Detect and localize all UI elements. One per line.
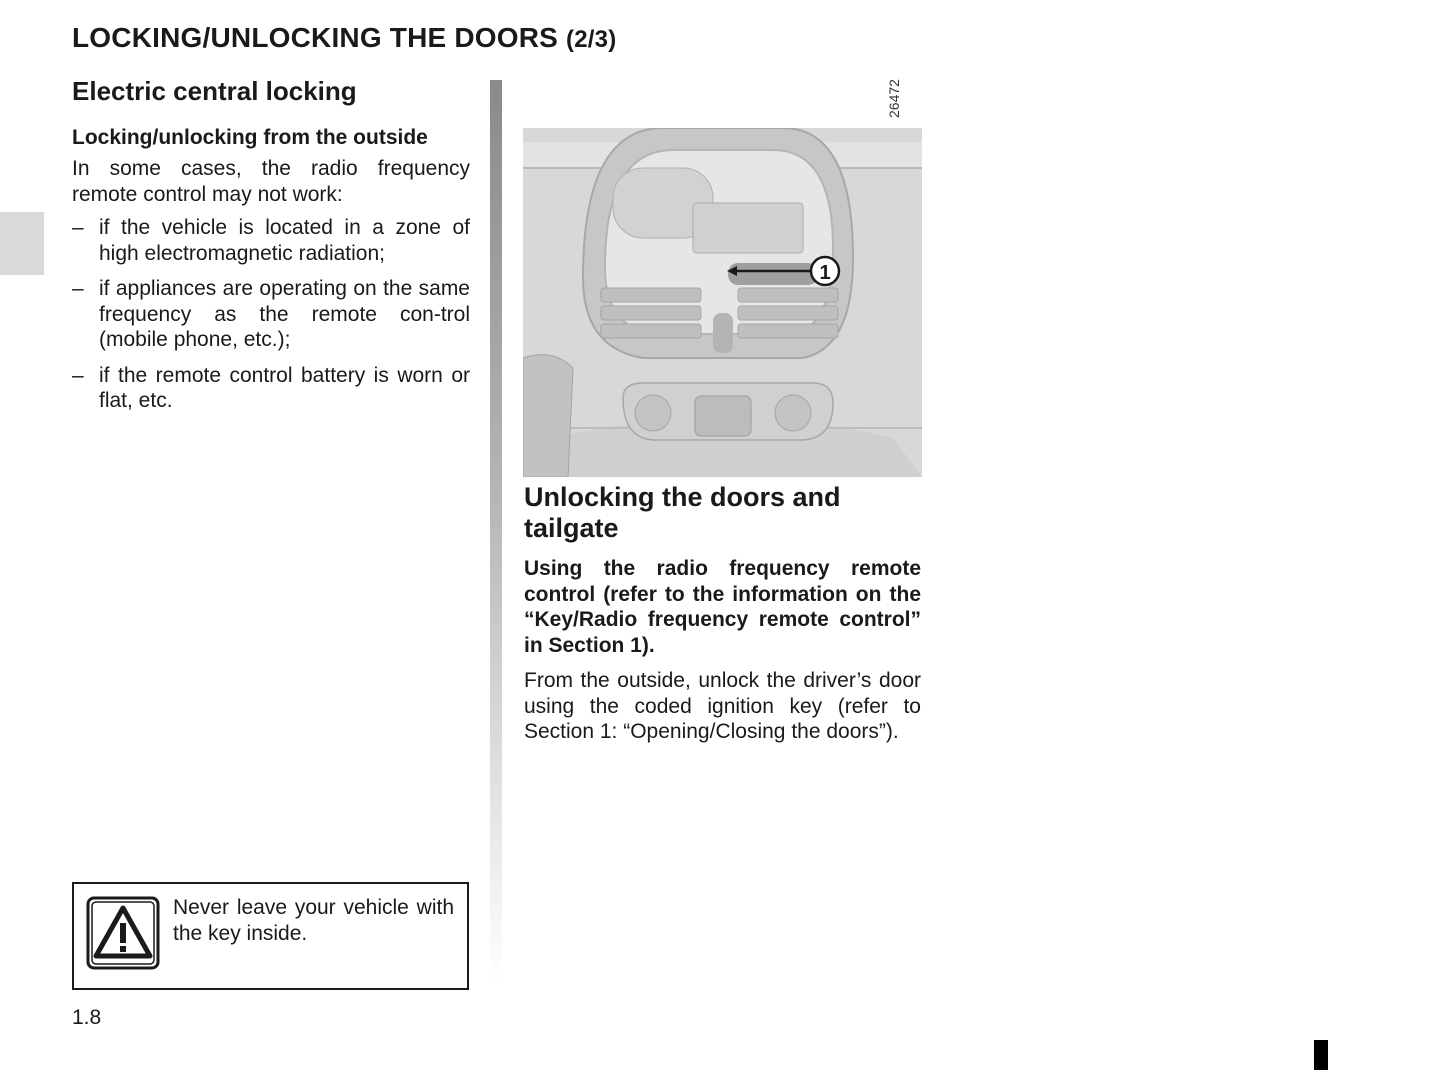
dash-marker: – bbox=[72, 363, 84, 387]
section-title-central-locking: Electric central locking bbox=[72, 76, 357, 106]
dash-marker: – bbox=[72, 277, 84, 300]
warning-triangle-icon bbox=[86, 896, 160, 970]
remote-control-paragraph: Using the radio frequency remote control (refer to the information on the “Key/Radio frequency remote control” in Section 1). bbox=[524, 557, 921, 657]
dashboard-drawing bbox=[523, 128, 922, 477]
unlock-instructions: From the outside, unlock the driver’s door using the coded ignition key (refer to Section 1: “Opening/Closing the doors”). bbox=[524, 669, 921, 743]
column-divider bbox=[490, 80, 502, 980]
subheading-outside: Locking/unlocking from the outside bbox=[72, 126, 428, 149]
page-number: 1.8 bbox=[72, 1006, 102, 1029]
list-item bbox=[72, 363, 470, 414]
list-item-text: if appliances are operating on the same frequency as the remote con-trol (mobile phone, etc.); bbox=[99, 277, 470, 351]
page-title-text: LOCKING/UNLOCKING THE DOORS bbox=[72, 22, 559, 53]
warning-box bbox=[72, 882, 469, 990]
bullet-list bbox=[72, 215, 470, 414]
dash-marker: – bbox=[72, 216, 84, 239]
figure-callout-label: 1 bbox=[819, 262, 831, 284]
left-column bbox=[72, 74, 470, 424]
warning-text: Never leave your vehicle with the key inside. bbox=[173, 896, 454, 945]
list-item-text: if the vehicle is located in a zone of high electromagnetic radiation; bbox=[99, 216, 470, 265]
intro-paragraph: In some cases, the radio frequency remote control may not work: bbox=[72, 157, 470, 206]
section-title-unlocking: Unlocking the doors and tailgate bbox=[524, 482, 841, 543]
right-column bbox=[524, 482, 921, 745]
dashboard-illustration bbox=[523, 128, 922, 477]
page-title bbox=[72, 22, 616, 54]
figure-reference: 26472 bbox=[886, 79, 902, 118]
section-tab-marker bbox=[0, 212, 44, 275]
list-item-text: if the remote control battery is worn or flat, etc. bbox=[99, 363, 470, 412]
page-title-part: (2/3) bbox=[566, 26, 617, 53]
list-item bbox=[72, 215, 470, 266]
end-of-section-mark bbox=[1314, 1040, 1328, 1070]
list-item bbox=[72, 276, 470, 353]
